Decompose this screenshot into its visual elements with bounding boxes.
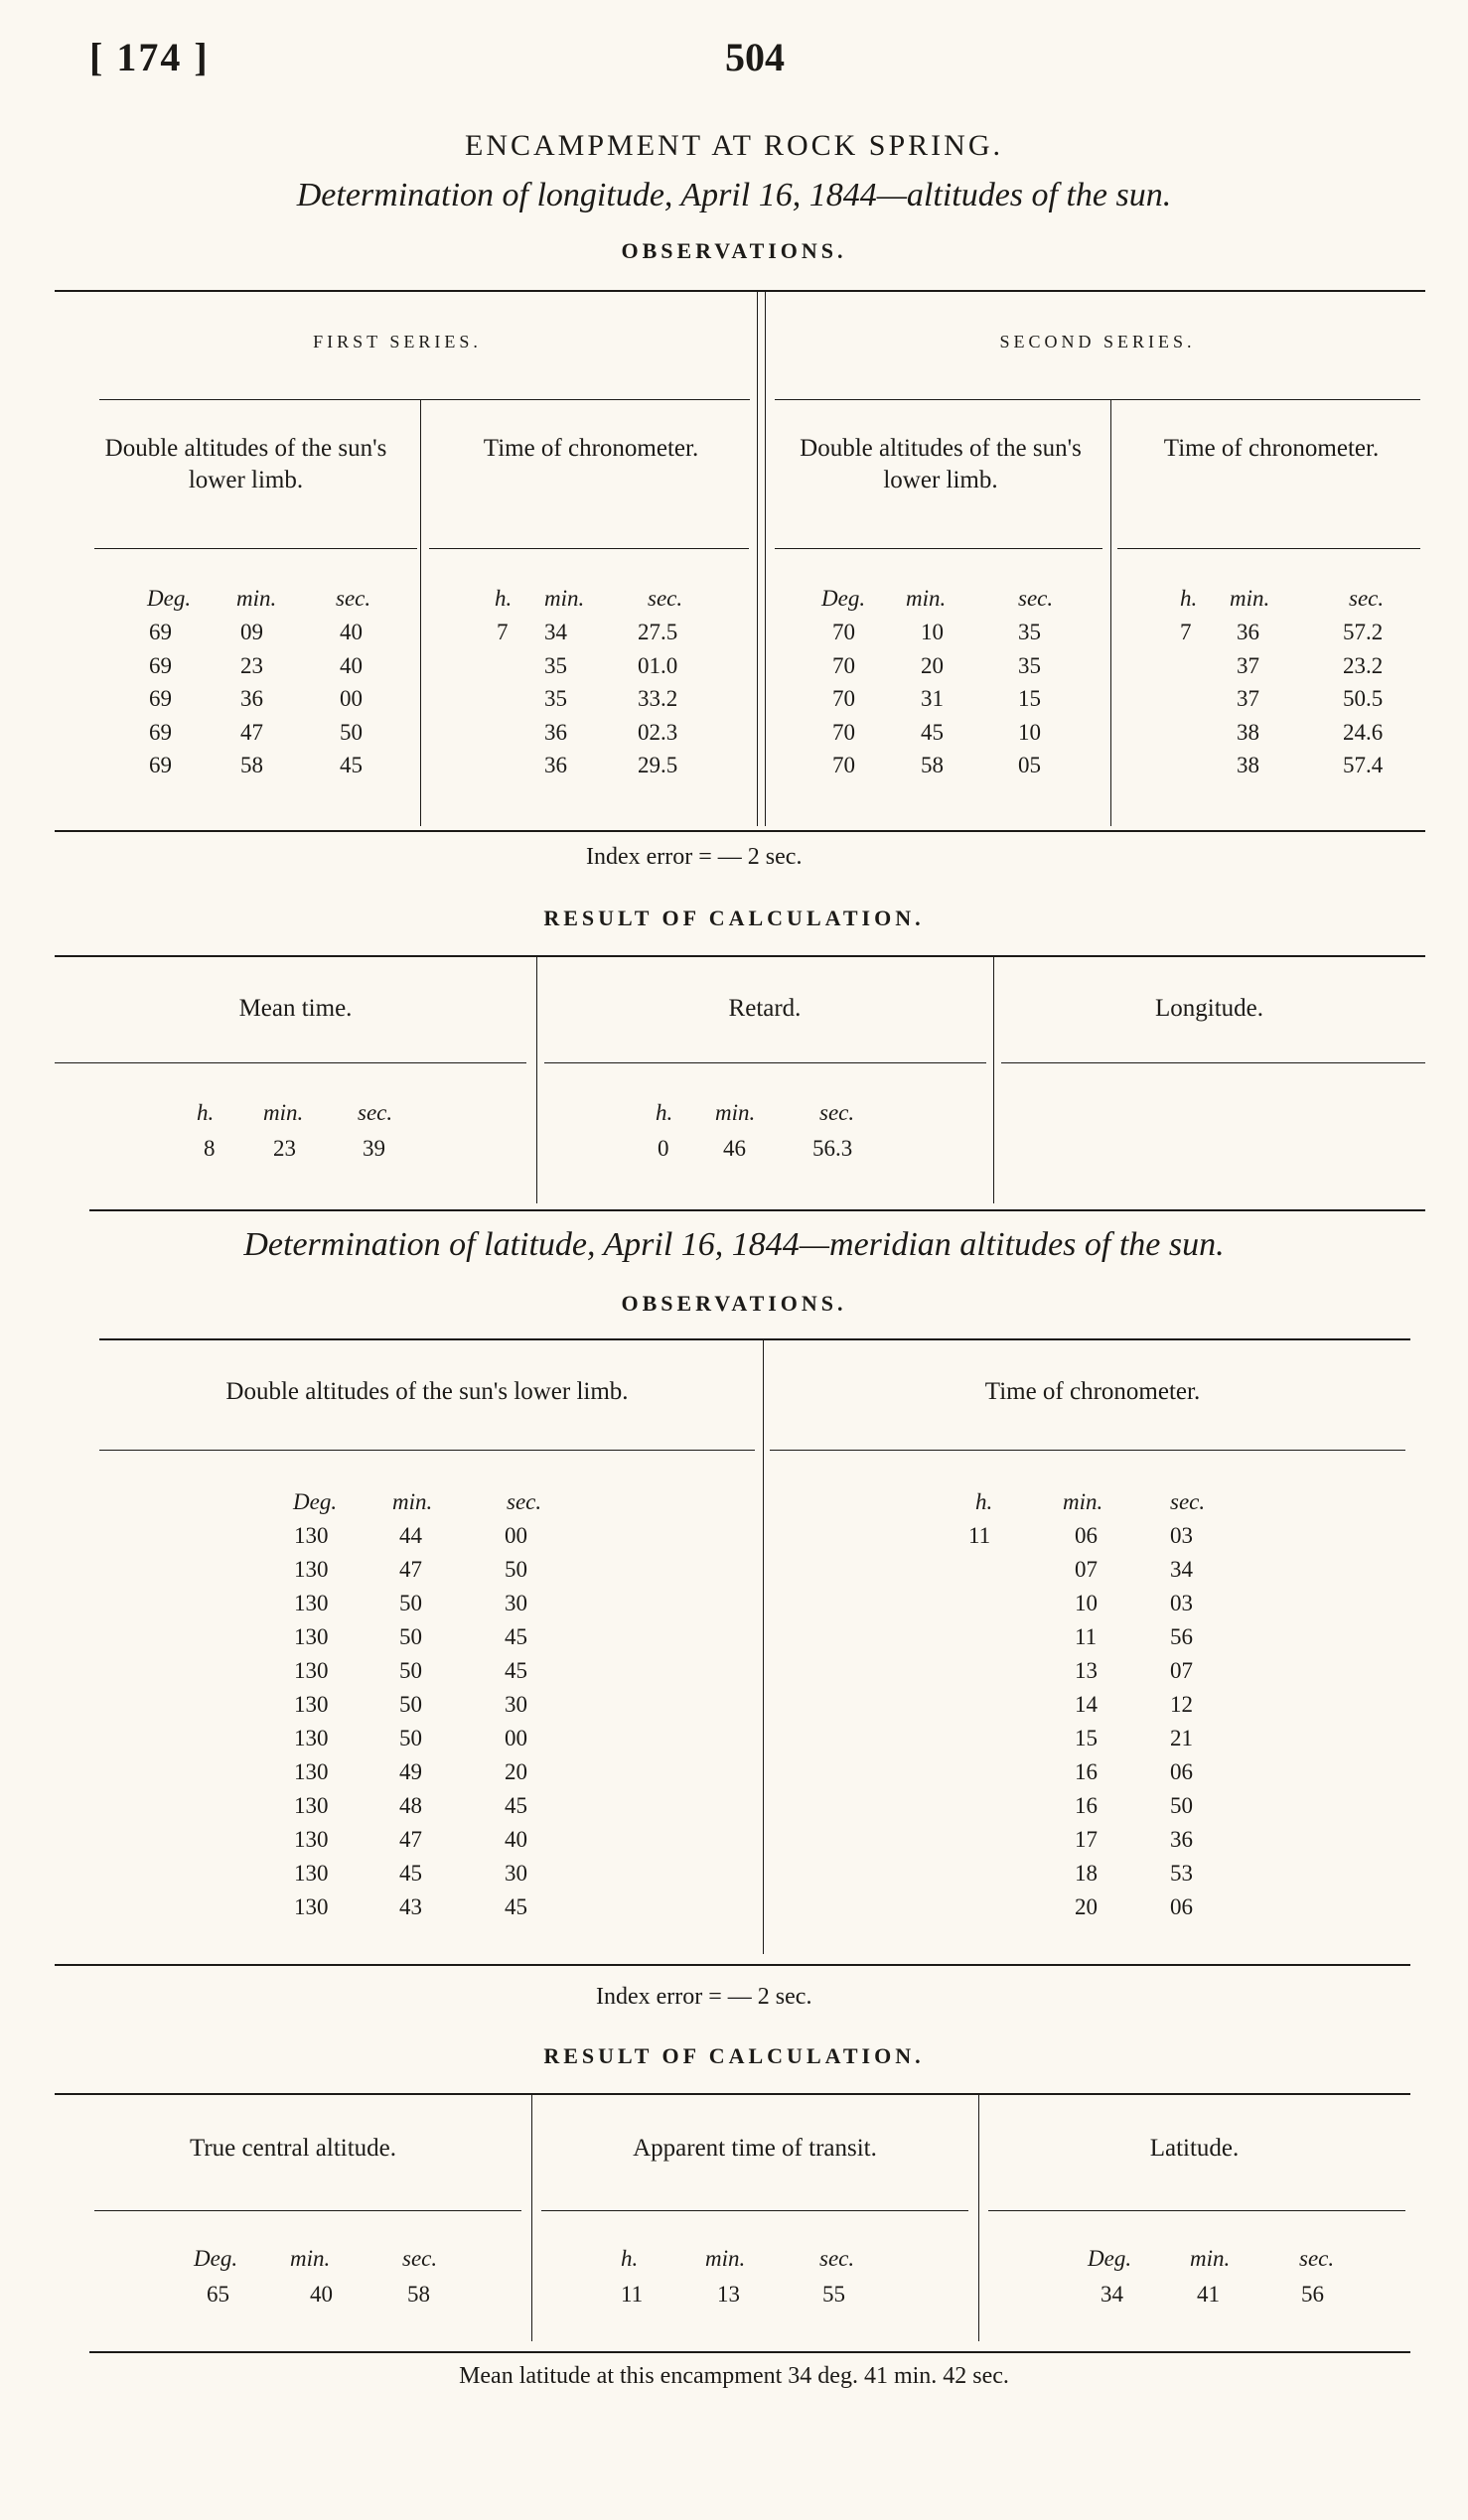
rule <box>775 548 1102 549</box>
altitude-cell: 48 <box>399 1793 422 1818</box>
altitude-cell: 130 <box>294 1894 329 1919</box>
altitude-cell: 20 <box>505 1759 527 1784</box>
time-cell: 12 <box>1170 1692 1193 1717</box>
rule <box>757 290 758 826</box>
altitude-cell: 130 <box>294 1692 329 1717</box>
altitude-cell: 50 <box>505 1557 527 1582</box>
rule <box>765 290 766 826</box>
time-cell: 50 <box>1170 1793 1193 1818</box>
altitude-cell: 130 <box>294 1557 329 1582</box>
altitude-cell: 130 <box>294 1726 329 1750</box>
unit-deg: Deg. <box>821 586 866 611</box>
rule <box>763 1338 764 1954</box>
altitude-cell: 45 <box>505 1793 527 1818</box>
longitude-heading: Determination of longitude, April 16, 1844—altitudes of the sun. <box>296 177 1172 213</box>
true-central-altitude-min: 40 <box>310 2282 333 2307</box>
altitude-cell: 05 <box>1018 753 1041 777</box>
altitude-cell: 36 <box>240 686 263 711</box>
altitude-cell: 50 <box>399 1658 422 1683</box>
altitude-cell: 30 <box>505 1692 527 1717</box>
first-time-header: Time of chronometer. <box>483 435 699 462</box>
rule <box>1001 1062 1425 1063</box>
altitude-cell: 10 <box>921 620 944 644</box>
rule <box>978 2093 979 2341</box>
time-cell: 14 <box>1075 1692 1098 1717</box>
time-cell: 07 <box>1075 1557 1098 1582</box>
time-cell: 50.5 <box>1343 686 1384 711</box>
time-cell: 37 <box>1237 652 1259 678</box>
altitude-cell: 70 <box>832 652 855 678</box>
rule <box>541 2210 968 2211</box>
altitude-cell: 50 <box>399 1591 422 1615</box>
time-cell: 01.0 <box>638 652 678 678</box>
mean-time-h: 8 <box>204 1136 216 1161</box>
time-cell: 53 <box>1170 1861 1193 1886</box>
mean-time-min: 23 <box>273 1136 296 1161</box>
altitude-cell: 45 <box>505 1894 527 1919</box>
apparent-time-min: 13 <box>717 2282 740 2307</box>
time-cell: 35 <box>544 686 567 711</box>
mean-time-header: Mean time. <box>238 995 353 1022</box>
rule <box>94 2210 521 2211</box>
time-cell: 11 <box>1075 1624 1098 1649</box>
altitude-cell: 09 <box>240 620 263 644</box>
latitude-deg: 34 <box>1101 2282 1123 2307</box>
altitude-cell: 130 <box>294 1523 329 1548</box>
altitude-cell: 45 <box>505 1658 527 1683</box>
time-cell: 06 <box>1075 1523 1098 1548</box>
unit-sec: sec. <box>336 586 371 611</box>
time-cell: 36 <box>1237 620 1259 644</box>
time-cell: 27.5 <box>638 620 678 644</box>
altitude-cell: 45 <box>399 1861 422 1886</box>
time-cell: 35 <box>544 652 567 678</box>
altitude-cell: 45 <box>921 719 944 745</box>
altitude-cell: 40 <box>340 652 363 678</box>
unit-min: min. <box>263 1100 304 1125</box>
time-cell: 34 <box>544 620 567 644</box>
latitude-altitudes-header: Double altitudes of the sun's lower limb. <box>225 1378 629 1405</box>
unit-h: h. <box>1180 586 1198 611</box>
unit-h: h. <box>975 1489 993 1514</box>
altitude-cell: 130 <box>294 1793 329 1818</box>
altitude-cell: 50 <box>399 1692 422 1717</box>
rule <box>99 399 750 400</box>
altitude-cell: 45 <box>505 1624 527 1649</box>
time-cell: 02.3 <box>638 719 678 745</box>
latitude-index-error: Index error = — 2 sec. <box>596 1984 812 2010</box>
unit-deg: Deg. <box>1088 2246 1132 2271</box>
unit-min: min. <box>1230 586 1270 611</box>
altitude-cell: 69 <box>149 719 172 745</box>
apparent-time-h: 11 <box>621 2282 644 2307</box>
true-central-altitude-deg: 65 <box>207 2282 229 2307</box>
time-cell: 03 <box>1170 1591 1193 1615</box>
unit-h: h. <box>656 1100 673 1125</box>
altitude-cell: 130 <box>294 1658 329 1683</box>
time-cell: 17 <box>1075 1827 1098 1852</box>
unit-h: h. <box>495 586 513 611</box>
altitude-cell: 49 <box>399 1759 422 1784</box>
time-cell: 38 <box>1237 753 1259 777</box>
unit-sec: sec. <box>1349 586 1385 611</box>
time-cell: 33.2 <box>638 686 678 711</box>
rule <box>429 548 749 549</box>
rule <box>55 2093 1410 2095</box>
altitude-cell: 69 <box>149 652 172 678</box>
altitude-cell: 45 <box>340 753 363 777</box>
latitude-min: 41 <box>1197 2282 1220 2307</box>
time-cell: 06 <box>1170 1894 1193 1919</box>
longitude-observations-label: OBSERVATIONS. <box>621 238 847 263</box>
rule <box>775 399 1420 400</box>
altitude-cell: 69 <box>149 753 172 777</box>
time-cell: 20 <box>1075 1894 1098 1919</box>
time-cell: 24.6 <box>1343 719 1384 745</box>
rule <box>99 1338 1410 1340</box>
altitude-cell: 31 <box>921 686 944 711</box>
rule <box>1110 399 1111 826</box>
altitude-cell: 15 <box>1018 686 1041 711</box>
altitude-cell: 58 <box>921 753 944 777</box>
apparent-time-sec: 55 <box>822 2282 845 2307</box>
time-cell: 11 <box>968 1523 991 1548</box>
unit-min: min. <box>1063 1489 1103 1514</box>
latitude-sec: 56 <box>1301 2282 1324 2307</box>
unit-min: min. <box>544 586 585 611</box>
retard-sec: 56.3 <box>812 1136 853 1161</box>
time-cell: 57.2 <box>1343 620 1384 644</box>
rule <box>94 548 417 549</box>
unit-min: min. <box>906 586 947 611</box>
altitude-cell: 69 <box>149 620 172 644</box>
unit-sec: sec. <box>507 1489 542 1514</box>
unit-sec: sec. <box>358 1100 393 1125</box>
unit-sec: sec. <box>819 1100 855 1125</box>
rule <box>99 1450 755 1451</box>
rule <box>1117 548 1420 549</box>
altitude-cell: 130 <box>294 1591 329 1615</box>
altitude-cell: 40 <box>340 620 363 644</box>
first-series-label: FIRST SERIES. <box>313 332 482 351</box>
altitude-cell: 47 <box>240 719 263 745</box>
altitude-cell: 30 <box>505 1861 527 1886</box>
rule <box>55 1964 1410 1966</box>
time-cell: 38 <box>1237 719 1259 745</box>
altitude-cell: 70 <box>832 719 855 745</box>
retard-min: 46 <box>723 1136 746 1161</box>
time-cell: 15 <box>1075 1726 1098 1750</box>
altitude-cell: 50 <box>340 719 363 745</box>
unit-sec: sec. <box>402 2246 438 2271</box>
time-cell: 34 <box>1170 1557 1193 1582</box>
rule <box>988 2210 1405 2211</box>
altitude-cell: 00 <box>505 1523 527 1548</box>
second-altitudes-header: Double altitudes of the sun's lower limb. <box>800 435 1082 493</box>
second-time-header: Time of chronometer. <box>1163 435 1380 462</box>
time-cell: 23.2 <box>1343 652 1384 678</box>
time-cell: 29.5 <box>638 753 678 777</box>
altitude-cell: 23 <box>240 652 263 678</box>
altitude-cell: 43 <box>399 1894 422 1919</box>
altitude-cell: 10 <box>1018 719 1041 745</box>
latitude-observations-label: OBSERVATIONS. <box>621 1291 847 1316</box>
altitude-cell: 50 <box>399 1726 422 1750</box>
time-cell: 16 <box>1075 1793 1098 1818</box>
latitude-result-label: RESULT OF CALCULATION. <box>543 2043 925 2068</box>
altitude-cell: 20 <box>921 652 944 678</box>
second-series-label: SECOND SERIES. <box>999 332 1196 351</box>
time-cell: 37 <box>1237 686 1259 711</box>
unit-min: min. <box>715 1100 756 1125</box>
page-number: 504 <box>725 35 785 79</box>
time-cell: 36 <box>544 719 567 745</box>
retard-header: Retard. <box>728 995 802 1022</box>
altitude-cell: 35 <box>1018 652 1041 678</box>
longitude-header: Longitude. <box>1154 995 1263 1022</box>
altitude-cell: 35 <box>1018 620 1041 644</box>
first-altitudes-header: Double altitudes of the sun's lower limb. <box>104 435 387 493</box>
time-cell: 10 <box>1075 1591 1098 1615</box>
latitude-header: Latitude. <box>1149 2135 1240 2162</box>
time-cell: 16 <box>1075 1759 1098 1784</box>
altitude-cell: 70 <box>832 620 855 644</box>
rule <box>89 1209 1425 1211</box>
altitude-cell: 47 <box>399 1827 422 1852</box>
altitude-cell: 00 <box>340 686 363 711</box>
latitude-heading: Determination of latitude, April 16, 1844—meridian altitudes of the sun. <box>243 1226 1225 1263</box>
rule <box>531 2093 532 2341</box>
time-cell: 06 <box>1170 1759 1193 1784</box>
time-cell: 36 <box>544 753 567 777</box>
unit-sec: sec. <box>819 2246 855 2271</box>
unit-h: h. <box>197 1100 215 1125</box>
altitude-cell: 69 <box>149 686 172 711</box>
rule <box>770 1450 1405 1451</box>
unit-deg: Deg. <box>147 586 192 611</box>
bracket-page-number: [ 174 ] <box>89 35 210 79</box>
rule <box>89 2351 1410 2353</box>
time-cell: 13 <box>1075 1658 1098 1683</box>
unit-deg: Deg. <box>293 1489 338 1514</box>
time-cell: 18 <box>1075 1861 1098 1886</box>
unit-min: min. <box>705 2246 746 2271</box>
unit-sec: sec. <box>648 586 683 611</box>
mean-time-sec: 39 <box>363 1136 385 1161</box>
time-cell: 7 <box>1180 620 1192 644</box>
time-cell: 7 <box>497 620 509 644</box>
rule <box>420 399 421 826</box>
altitude-cell: 70 <box>832 753 855 777</box>
unit-min: min. <box>236 586 277 611</box>
rule <box>544 1062 986 1063</box>
altitude-cell: 47 <box>399 1557 422 1582</box>
unit-min: min. <box>1190 2246 1231 2271</box>
altitude-cell: 44 <box>399 1523 422 1548</box>
unit-min: min. <box>290 2246 331 2271</box>
altitude-cell: 58 <box>240 753 263 777</box>
rule <box>55 1062 526 1063</box>
footer-mean-latitude: Mean latitude at this encampment 34 deg. 41 min. 42 sec. <box>459 2363 1009 2389</box>
unit-sec: sec. <box>1170 1489 1206 1514</box>
time-cell: 03 <box>1170 1523 1193 1548</box>
longitude-result-label: RESULT OF CALCULATION. <box>543 906 925 930</box>
rule <box>55 290 1425 292</box>
latitude-time-header: Time of chronometer. <box>984 1378 1201 1405</box>
unit-min: min. <box>392 1489 433 1514</box>
time-cell: 57.4 <box>1343 753 1384 777</box>
true-central-altitude-header: True central altitude. <box>189 2135 397 2162</box>
altitude-cell: 40 <box>505 1827 527 1852</box>
retard-h: 0 <box>658 1136 669 1161</box>
altitude-cell: 130 <box>294 1759 329 1784</box>
altitude-cell: 130 <box>294 1861 329 1886</box>
altitude-cell: 00 <box>505 1726 527 1750</box>
altitude-cell: 30 <box>505 1591 527 1615</box>
altitude-cell: 50 <box>399 1624 422 1649</box>
longitude-index-error: Index error = — 2 sec. <box>586 844 803 870</box>
apparent-time-header: Apparent time of transit. <box>633 2135 877 2162</box>
time-cell: 07 <box>1170 1658 1193 1683</box>
true-central-altitude-sec: 58 <box>407 2282 430 2307</box>
unit-deg: Deg. <box>194 2246 238 2271</box>
unit-h: h. <box>621 2246 639 2271</box>
rule <box>55 955 1425 957</box>
altitude-cell: 130 <box>294 1624 329 1649</box>
unit-sec: sec. <box>1299 2246 1335 2271</box>
page-title: ENCAMPMENT AT ROCK SPRING. <box>465 129 1003 162</box>
altitude-cell: 130 <box>294 1827 329 1852</box>
time-cell: 21 <box>1170 1726 1193 1750</box>
rule <box>55 830 1425 832</box>
altitude-cell: 70 <box>832 686 855 711</box>
time-cell: 36 <box>1170 1827 1193 1852</box>
unit-sec: sec. <box>1018 586 1054 611</box>
time-cell: 56 <box>1170 1624 1193 1649</box>
